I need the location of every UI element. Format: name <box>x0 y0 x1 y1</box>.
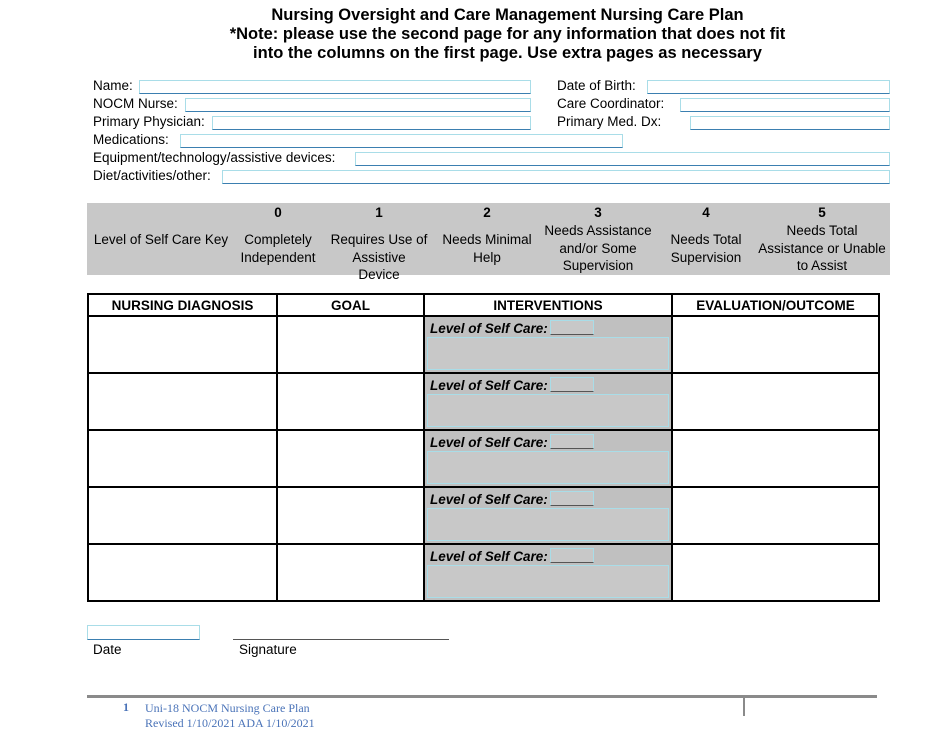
footer-line-2: Revised 1/10/2021 ADA 1/10/2021 <box>145 716 315 730</box>
name-field[interactable] <box>139 80 531 94</box>
level-of-self-care <box>430 377 594 393</box>
footer-divider <box>87 695 877 698</box>
name-label: Name: <box>93 78 133 93</box>
level-of-self-care-field[interactable] <box>550 320 594 335</box>
primary-physician-label: Primary Physician: <box>93 114 205 129</box>
interventions-field[interactable] <box>427 451 669 484</box>
level-of-self-care <box>430 548 594 564</box>
nursing-diagnosis-cell[interactable] <box>88 373 277 430</box>
key-level-2-text: Needs Minimal Help <box>442 232 532 265</box>
key-level-5-text: Needs Total Assistance or Unable to Assist <box>758 223 886 273</box>
key-level-1-text: Requires Use of Assistive Device <box>330 232 428 282</box>
level-of-self-care <box>430 320 594 336</box>
equipment-label: Equipment/technology/assistive devices: <box>93 150 336 165</box>
level-of-self-care-field[interactable] <box>550 491 594 506</box>
evaluation-outcome-cell[interactable] <box>672 487 879 544</box>
interventions-cell <box>424 373 672 430</box>
dob-field[interactable] <box>647 80 890 94</box>
table-row <box>88 544 879 601</box>
evaluation-outcome-cell[interactable] <box>672 544 879 601</box>
level-of-self-care <box>430 434 594 450</box>
date-field[interactable] <box>87 625 200 640</box>
header-nursing-diagnosis: NURSING DIAGNOSIS <box>88 294 277 316</box>
signature-label: Signature <box>239 642 297 657</box>
interventions-cell <box>424 430 672 487</box>
signature-line[interactable] <box>233 639 449 640</box>
level-of-self-care-field[interactable] <box>550 548 594 563</box>
goal-cell[interactable] <box>277 430 424 487</box>
key-level-4-text: Needs Total Supervision <box>670 232 742 265</box>
nocm-nurse-field[interactable] <box>185 98 531 112</box>
page-number: 1 <box>123 700 129 714</box>
goal-cell[interactable] <box>277 544 424 601</box>
interventions-field[interactable] <box>427 508 669 541</box>
key-level-4-number: 4 <box>702 205 710 220</box>
key-level-2-number: 2 <box>483 205 491 220</box>
goal-cell[interactable] <box>277 316 424 373</box>
title-line-2: *Note: please use the second page for any information that does not fit <box>229 25 786 43</box>
level-of-self-care-label: Level of Self Care: <box>430 492 548 507</box>
level-of-self-care-field[interactable] <box>550 377 594 392</box>
goal-cell[interactable] <box>277 487 424 544</box>
evaluation-outcome-cell[interactable] <box>672 430 879 487</box>
medications-field[interactable] <box>180 134 623 148</box>
evaluation-outcome-cell[interactable] <box>672 373 879 430</box>
medications-label: Medications: <box>93 132 169 147</box>
diet-label: Diet/activities/other: <box>93 168 211 183</box>
key-level-1-number: 1 <box>375 205 383 220</box>
nursing-diagnosis-cell[interactable] <box>88 430 277 487</box>
level-of-self-care-label: Level of Self Care: <box>430 435 548 450</box>
footer-divider-tick <box>743 698 745 716</box>
level-of-self-care-label: Level of Self Care: <box>430 549 548 564</box>
header-goal: GOAL <box>277 294 424 316</box>
nocm-nurse-label: NOCM Nurse: <box>93 96 178 111</box>
table-row <box>88 430 879 487</box>
goal-cell[interactable] <box>277 373 424 430</box>
care-coordinator-label: Care Coordinator: <box>557 96 665 111</box>
nursing-diagnosis-cell[interactable] <box>88 544 277 601</box>
equipment-field[interactable] <box>355 152 890 166</box>
evaluation-outcome-cell[interactable] <box>672 316 879 373</box>
primary-physician-field[interactable] <box>212 116 531 130</box>
header-evaluation-outcome: EVALUATION/OUTCOME <box>672 294 879 316</box>
footer-line-1: Uni-18 NOCM Nursing Care Plan <box>145 701 310 715</box>
interventions-field[interactable] <box>427 394 669 427</box>
self-care-key <box>87 203 890 282</box>
key-level-0-number: 0 <box>274 205 282 220</box>
level-of-self-care-label: Level of Self Care: <box>430 378 548 393</box>
key-level-3-number: 3 <box>594 205 602 220</box>
title-line-1: Nursing Oversight and Care Management Nursing Care Plan <box>271 6 744 24</box>
key-label: Level of Self Care Key <box>93 232 229 247</box>
interventions-cell <box>424 316 672 373</box>
key-level-3-text: Needs Assistance and/or Some Supervision <box>544 223 652 273</box>
primary-med-dx-field[interactable] <box>690 116 890 130</box>
primary-med-dx-label: Primary Med. Dx: <box>557 114 662 129</box>
care-plan-table <box>87 293 880 602</box>
table-row <box>88 316 879 373</box>
level-of-self-care <box>430 491 594 507</box>
table-row <box>88 487 879 544</box>
nursing-diagnosis-cell[interactable] <box>88 316 277 373</box>
care-coordinator-field[interactable] <box>680 98 890 112</box>
key-level-0-text: Completely Independent <box>240 232 316 265</box>
nursing-diagnosis-cell[interactable] <box>88 487 277 544</box>
date-label: Date <box>93 642 122 657</box>
dob-label: Date of Birth: <box>557 78 636 93</box>
level-of-self-care-field[interactable] <box>550 434 594 449</box>
table-row <box>88 373 879 430</box>
interventions-cell <box>424 487 672 544</box>
interventions-field[interactable] <box>427 565 669 598</box>
form-title <box>0 6 950 63</box>
level-of-self-care-label: Level of Self Care: <box>430 321 548 336</box>
diet-field[interactable] <box>222 170 890 184</box>
key-level-5-number: 5 <box>818 205 826 220</box>
interventions-cell <box>424 544 672 601</box>
title-line-3: into the columns on the first page. Use extra pages as necessary <box>253 44 762 62</box>
header-interventions: INTERVENTIONS <box>424 294 672 316</box>
interventions-field[interactable] <box>427 337 669 370</box>
